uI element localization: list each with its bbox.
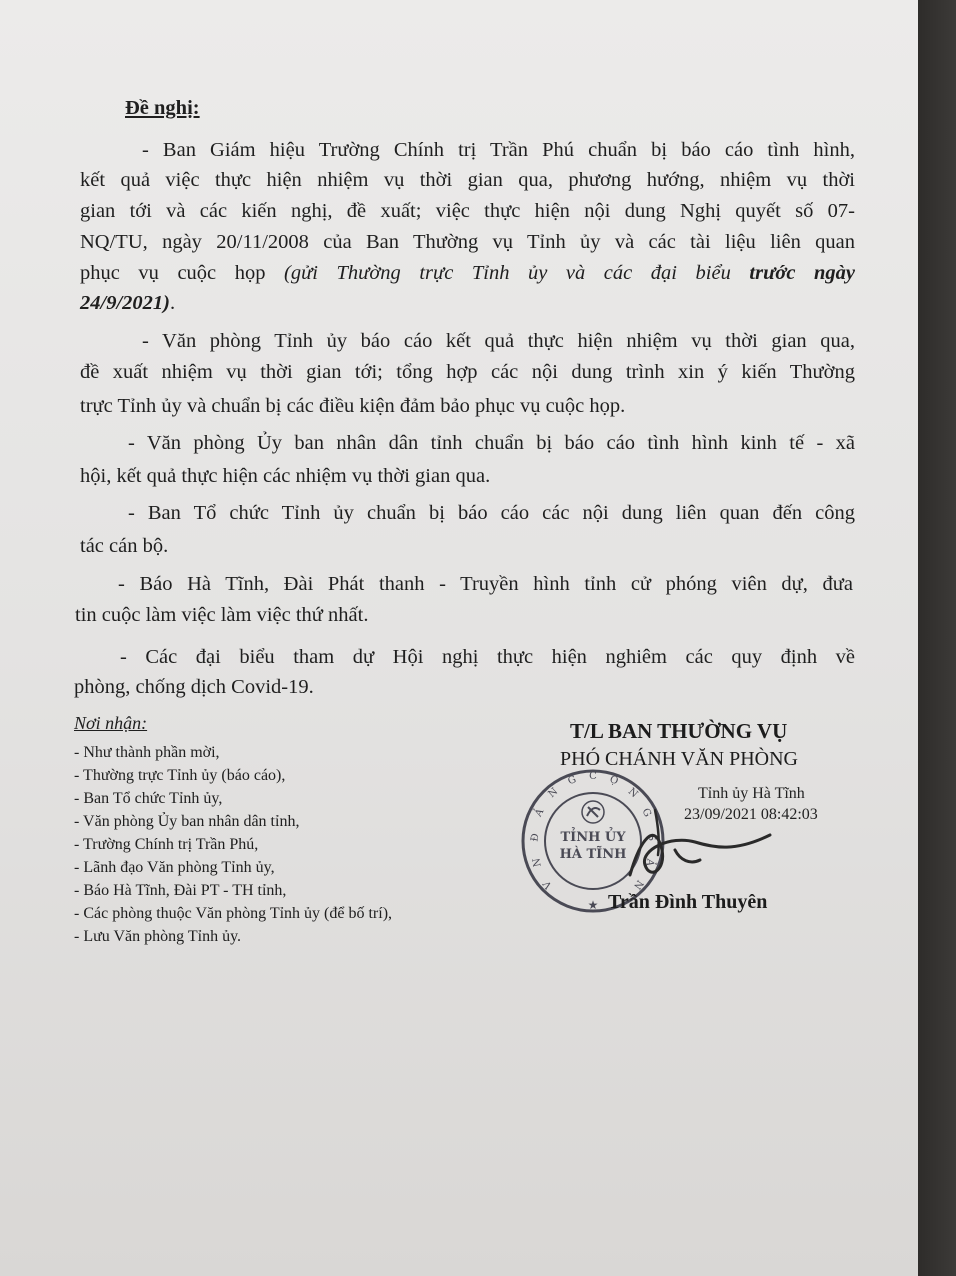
paragraph-line: hội, kết quả thực hiện các nhiệm vụ thời gian qua.	[80, 465, 491, 487]
recipient-item: - Như thành phần mời,	[74, 744, 220, 761]
recipient-item: - Lãnh đạo Văn phòng Tỉnh ủy,	[74, 859, 275, 876]
stamp-center-line2: HÀ TĨNH	[559, 847, 627, 862]
recipient-item: - Ban Tổ chức Tỉnh ủy,	[74, 790, 223, 807]
paragraph-line: tin cuộc làm việc làm việc thứ nhất.	[75, 604, 369, 626]
paragraph-line: kết quả việc thực hiện nhiệm vụ thời gian qua, phương hướng, nhiệm vụ thời	[80, 169, 855, 191]
stamp-ring-letter: Ộ	[608, 774, 620, 788]
paragraph-line: - Báo Hà Tĩnh, Đài Phát thanh - Truyền hình tỉnh cử phóng viên dự, đưa	[118, 573, 853, 595]
stamp-center-line1: TỈNH ỦY	[560, 830, 626, 845]
section-heading: Đề nghị:	[125, 97, 200, 119]
stamp-ring-letter: S	[645, 833, 658, 842]
signature-subtitle: PHÓ CHÁNH VĂN PHÒNG	[560, 748, 798, 770]
recipient-item: - Trường Chính trị Trần Phú,	[74, 836, 259, 853]
signature-timestamp: 23/09/2021 08:42:03	[684, 806, 818, 823]
stamp-ring-letter: G	[566, 774, 578, 788]
recipient-item: - Văn phòng Ủy ban nhân dân tỉnh,	[74, 813, 300, 830]
paragraph-line: 24/9/2021).	[80, 292, 176, 314]
paragraph-line: - Văn phòng Tỉnh ủy báo cáo kết quả thực hiện nhiệm vụ thời gian qua,	[142, 330, 855, 352]
stamp-ring-letter: G	[639, 806, 653, 819]
paragraph-line: - Văn phòng Ủy ban nhân dân tỉnh chuẩn bị báo cáo tình hình kinh tế - xã	[128, 432, 855, 454]
paragraph-line: gian tới và các kiến nghị, đề xuất; việc thực hiện nội dung Nghị quyết số 07-	[80, 200, 855, 222]
handwritten-signature	[600, 780, 780, 890]
recipient-item: - Báo Hà Tĩnh, Đài PT - TH tỉnh,	[74, 882, 287, 899]
recipient-item: - Lưu Văn phòng Tỉnh ủy.	[74, 928, 242, 945]
paragraph-line: tác cán bộ.	[80, 535, 169, 557]
paragraph-line: đề xuất nhiệm vụ thời gian tới; tổng hợp các nội dung trình xin ý kiến Thường	[80, 361, 855, 383]
recipient-item: - Các phòng thuộc Văn phòng Tỉnh ủy (để bố trí),	[74, 905, 393, 922]
paragraph-line: NQ/TU, ngày 20/11/2008 của Ban Thường vụ Tỉnh ủy và các tài liệu liên quan	[80, 231, 855, 253]
stamp-ring-letter: N	[625, 786, 640, 801]
stamp-ring-letter: N	[631, 877, 646, 892]
recipients-title: Nơi nhận:	[74, 713, 148, 733]
stamp-ring-letter: Ả	[533, 807, 547, 819]
stamp-ring-letter: Đ	[529, 832, 542, 843]
background-surface	[918, 0, 956, 1276]
stamp-ring-letter: Ả	[643, 857, 656, 867]
paragraph-line: phòng, chống dịch Covid-19.	[74, 676, 314, 698]
stamp-ring-letter: N	[531, 857, 544, 868]
stamp-ring-letter: N	[546, 786, 561, 801]
paragraph-line: trực Tỉnh ủy và chuẩn bị các điều kiện đảm bảo phục vụ cuộc họp.	[80, 395, 626, 417]
paragraph-line: - Ban Giám hiệu Trường Chính trị Trần Phú chuẩn bị báo cáo tình hình,	[142, 139, 855, 161]
stamp-star: ★	[587, 898, 599, 912]
recipient-item: - Thường trực Tỉnh ủy (báo cáo),	[74, 767, 286, 784]
paragraph-line: - Ban Tổ chức Tỉnh ủy chuẩn bị báo cáo các nội dung liên quan đến công	[128, 502, 855, 524]
signer-name: Trần Đình Thuyên	[608, 891, 768, 913]
paragraph-line: phục vụ cuộc họp (gửi Thường trực Tỉnh ủy và các đại biểu trước ngày	[80, 262, 855, 284]
stamp-ring-letter: V	[541, 878, 555, 891]
paragraph-line: - Các đại biểu tham dự Hội nghị thực hiện nghiêm các quy định về	[120, 646, 855, 668]
signer-organization: Tỉnh ủy Hà Tĩnh	[698, 785, 805, 802]
stamp-ring-letter: C	[589, 771, 597, 782]
signature-title: T/L BAN THƯỜNG VỤ	[570, 719, 788, 743]
